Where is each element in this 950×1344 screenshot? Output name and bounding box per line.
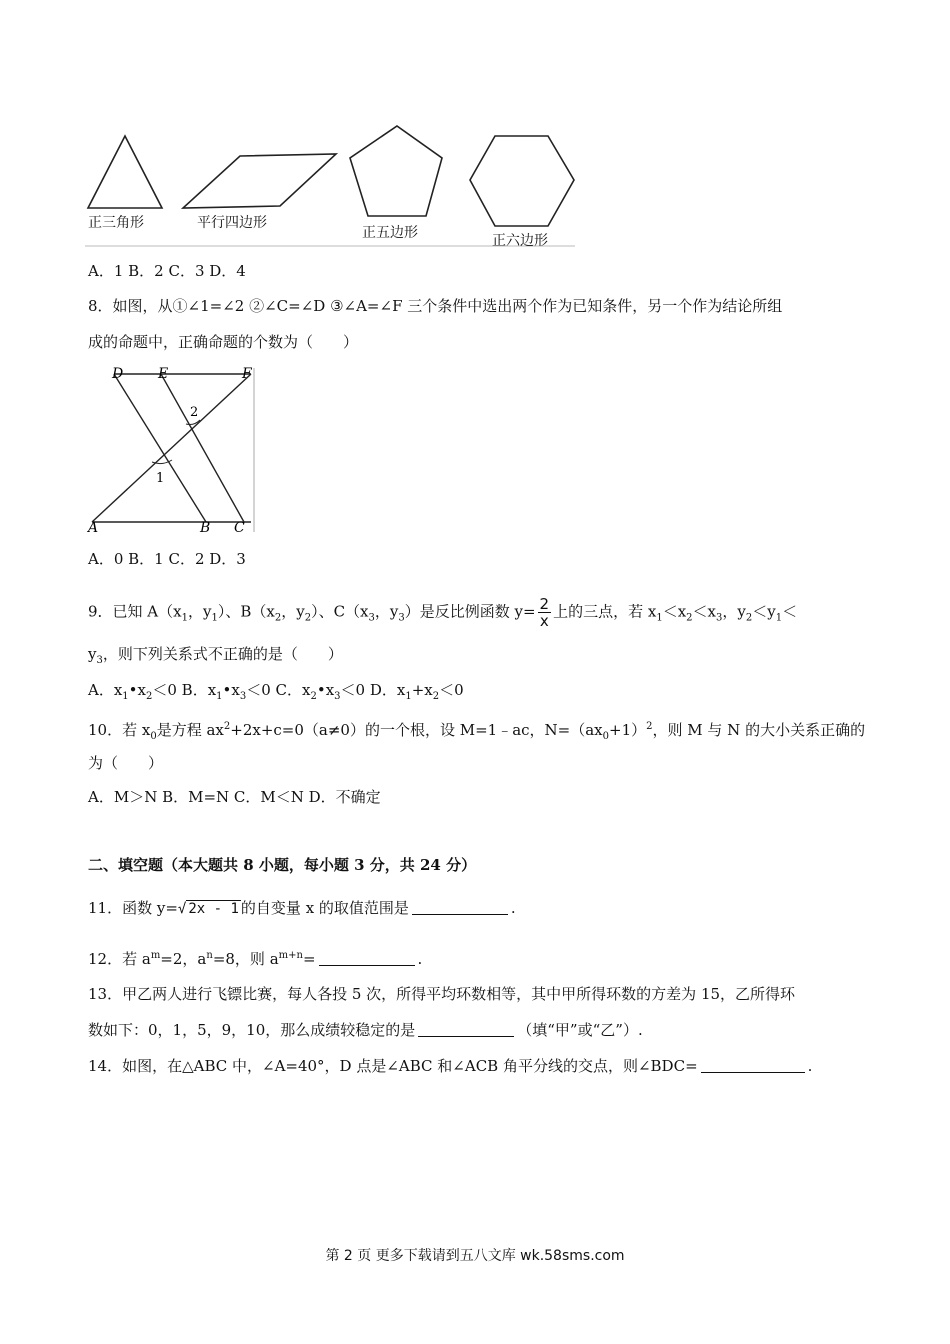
q8-line1: 8．如图，从①∠1=∠2 ②∠C=∠D ③∠A=∠F 三个条件中选出两个作为已知条件，另一个作为结论所组 [88,297,783,315]
label-A: A [88,520,99,536]
q13-blank[interactable] [418,1022,514,1037]
q9-fraction: $\frac{2}{x}$ [539,595,550,630]
q12: 12．若 $a^m=2$，$a^n=8$，则 $a^{m+n}=$ . [88,950,423,968]
parallelogram-shape [183,154,336,208]
shape-label-parallelogram: 平行四边形 [197,215,267,231]
label-C: C [234,520,245,536]
q8-figure [86,364,258,536]
shape-label-triangle: 正三角形 [88,215,144,231]
label-F: F [242,366,252,382]
q10-options: A．M＞N B．M=N C．M＜N D．不确定 [88,788,381,806]
section2-title: 二、填空题（本大题共 8 小题，每小题 3 分，共 24 分） [88,856,477,874]
q14: 14．如图，在△ABC 中，∠A=40°，D 点是∠ABC 和∠ACB 角平分线的交点，则∠BDC= . [88,1057,813,1075]
q14-blank[interactable] [701,1058,805,1073]
q11: 11．函数 y=√ 2x - 1 的自变量 x 的取值范围是 . [88,899,516,917]
label-D: D [112,366,124,382]
q11-sqrt: √ 2x - 1 [177,901,239,917]
q12-blank[interactable] [319,951,415,966]
q10-line1: 10．若 $x_0$是方程 $ax^2+2x+c=0(a\ne 0)$的一个根，设 M=1﹣ac，$N=(ax_0+1)^2$，则 M 与 N 的大小关系正确的 [88,721,866,742]
page-footer: 第 2 页 更多下载请到五八文库 wk.58sms.com [325,1248,625,1264]
shape-label-pentagon: 正五边形 [362,225,418,241]
q13-line2: 数如下：0，1，5，9，10，那么成绩较稳定的是 （填“甲”或“乙”）. [88,1021,643,1039]
label-angle-1: 1 [156,471,165,486]
label-angle-2: 2 [190,405,199,420]
label-B: B [200,520,211,536]
equilateral-triangle-shape [88,136,162,208]
q8-options: A．0 B．1 C．2 D．3 [88,550,246,568]
regular-pentagon-shape [350,126,442,216]
shape-label-hexagon: 正六边形 [492,233,548,249]
q9-options: A．$x_1•x_2<0$ B．$x_1•x_3<0$ C．$x_2•x_3<0$ D．$x_1+x_2<0$ [88,681,464,702]
regular-hexagon-shape [470,136,574,226]
q11-blank[interactable] [412,900,508,915]
q13-line1: 13．甲乙两人进行飞镖比赛，每人各投 5 次，所得平均环数相等，其中甲所得环数的方差为 15，乙所得环 [88,985,796,1003]
q9-line1: 9．已知 $A(x_1$，$y_1$）、$B(x_2$，$y_2$）、$C(x_3$，$y_3$）是反比例函数 y= $\frac{2}{x}$ 上的三点，若 $x_1<x_2<x_3$，$y_2<y_1<$ [88,595,798,630]
q9-line2: $y_3$，则下列关系式不正确的是（ ） [88,645,343,666]
q7-options: A．1 B．2 C．3 D．4 [88,262,246,280]
label-E: E [158,366,169,382]
q10-line2: 为（ ） [88,754,164,772]
q8-line2: 成的命题中，正确命题的个数为（ ） [88,333,359,351]
